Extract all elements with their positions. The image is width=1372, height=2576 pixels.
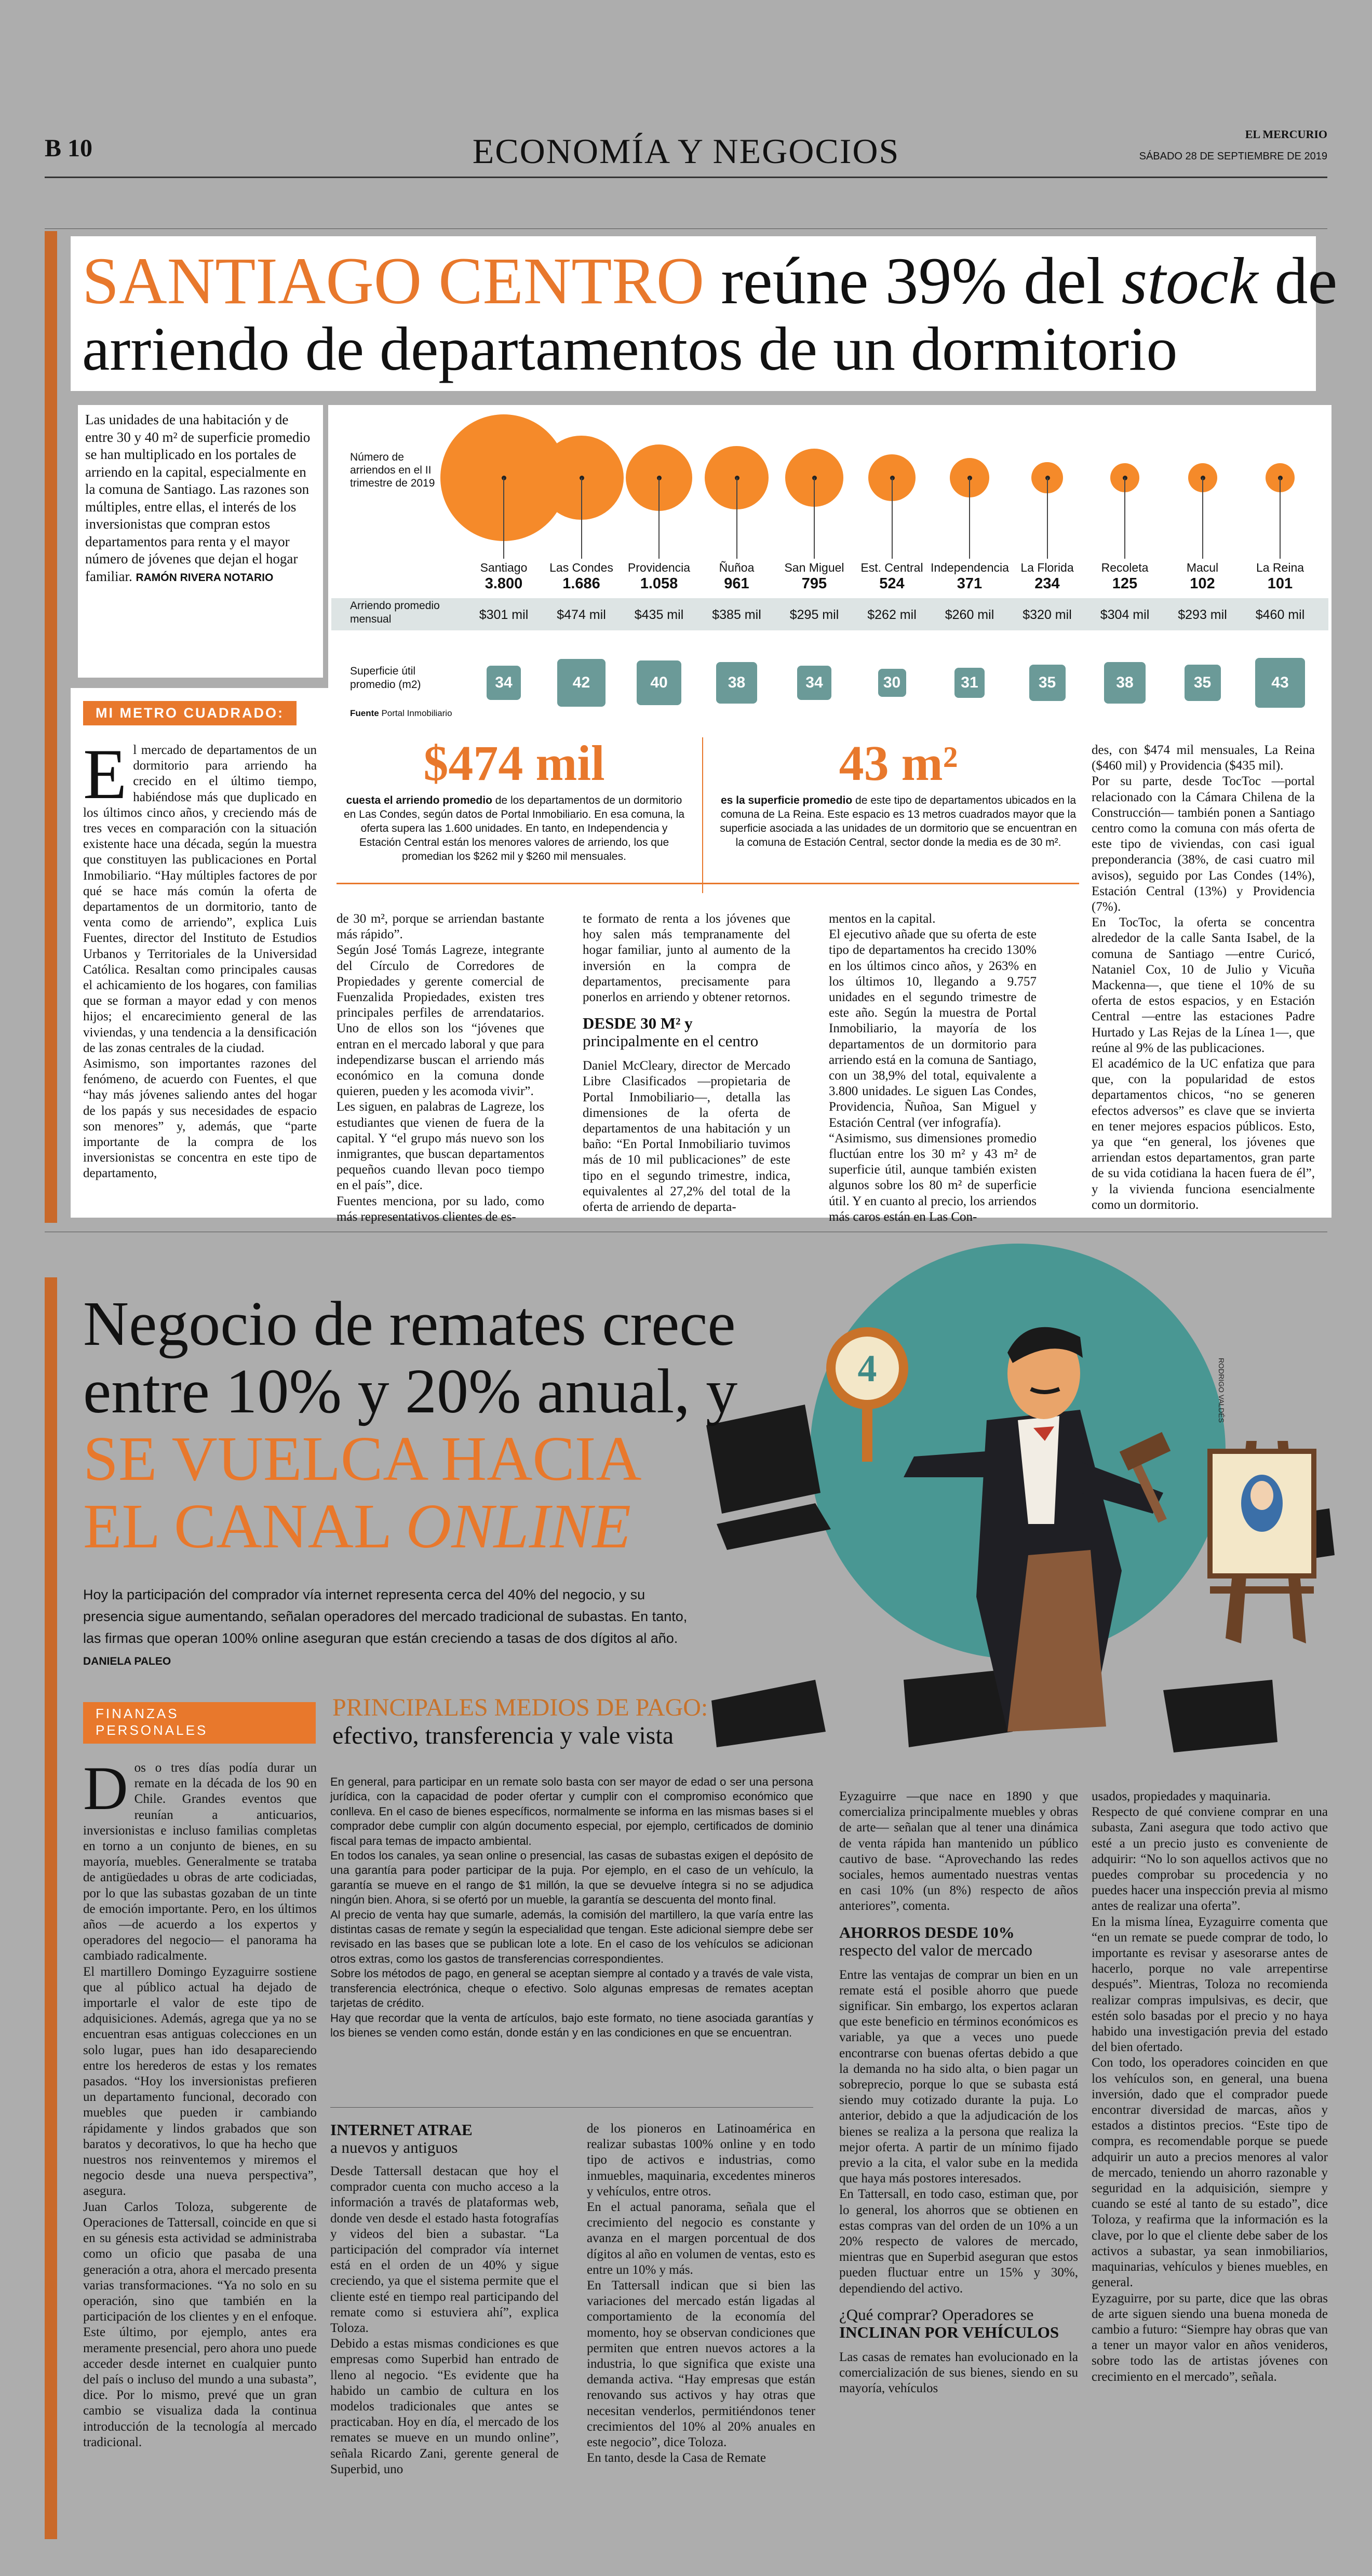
article2-lead: Hoy la participación del comprador vía internet representa cerca del 40% del negocio, y su presencia sigue aumentando, señalan operadores del mercado tradicional de subastas. En tanto, las firmas que operan 100% online aseguran que están creciendo a tasas de dos dígitos al año. DANIELA PALEO xyxy=(83,1587,688,1667)
issue-date: SÁBADO 28 DE SEPTIEMBRE DE 2019 xyxy=(1139,151,1327,162)
commune-rent: $385 mil xyxy=(712,608,761,622)
article2-column-4: Eyzaguirre —que nace en 1890 y que comercializa principalmente muebles y obras de arte— señalan que al tener una dinámica de venta rápida han mantenido un público cautivo de base. “Aprovechando las redes sociales, hemos aumentado nuestras ventas en casi 10% (un 8%) respecto de años anteriores”, comenta. AHORROS DESDE 10% respecto del valor de mercado Entre las ventajas de comprar un bien en un remate está el posible ahorro que puede significar. Sin embargo, los expertos aclaran que este beneficio en términos económicos es variable, ya que a veces uno puede encontrarse con buenas ofertas debido a que la demanda no ha sido alta, o bien pagar un sobreprecio, porque lo que se subasta está siendo muy cotizado durante la puja. Lo anterior, debido a que la adjudicación de los bienes se realiza a la persona que realiza la mejor oferta. A partir de un mínimo fijado previo a la cita, el valor sube en la medida que haya más postores interesados. En Tattersall, en todo caso, estiman que, por lo general, los ahorros que se obtienen en estas compras van del orden de un 10% a un 20% respecto de valores de mercado, mientras que en Superbid aseguran que estos pueden fluctuar entre un 15% y 30%, dependiendo del activo. ¿Qué comprar? Operadores se INCLINAN POR VEHÍCULOS Las casas de remates han evolucionado en la comercialización de sus bienes, siendo en su mayoría, vehículos xyxy=(839,1789,1078,2396)
commune-rent: $435 mil xyxy=(634,608,684,622)
commune-size-box: 42 xyxy=(557,659,605,707)
article1-column-2: de 30 m², porque se arriendan bastante más rápido”. Según José Tomás Lagreze, integrante del Círculo de Corredores de Propiedades y gerente comercial de Fuenzalida Propiedades, existen tres principales perfiles de arrendatarios. Uno de ellos son los “jóvenes que entran en el mercado laboral y que para independizarse buscan el arriendo más económico en la comuna donde quieren, pueden y les acomoda vivir”. Les siguen, en palabras de Lagreze, los estudiantes que vienen de fuera de la capital. Y “el grupo más nuevo son los inmigrantes, que buscan departamentos pequeños cuando llevan poco tiempo en el país”, dice. Fuentes menciona, por su lado, como más representativos clientes de es- xyxy=(337,912,544,1224)
bubble-stem xyxy=(814,478,815,559)
commune-count: 795 xyxy=(801,575,827,592)
commune-count: 1.058 xyxy=(640,575,678,592)
commune-size-box: 34 xyxy=(487,666,521,700)
article1-lead: Las unidades de una habitación y de entre 30 y 40 m² de superficie promedio se han multiplicado en los portales de arriendo en la capital, especialmente en la comuna de Santiago. Las razones son múltiples, entre ellas, el interés de los inversionistas que compran estos departamentos para renta y el mayor número de jóvenes que dejan el hogar familiar. RAMÓN RIVERA NOTARIO xyxy=(85,412,311,584)
commune-size-box: 35 xyxy=(1029,665,1066,701)
commune-count: 961 xyxy=(724,575,749,592)
commune-rent: $301 mil xyxy=(479,608,529,622)
commune-name: Independencia xyxy=(931,561,1009,574)
article1-headline-line2: arriendo de departamentos de un dormitorio xyxy=(82,314,1178,383)
bubble-stem xyxy=(503,478,504,559)
bubble-chart xyxy=(328,405,1331,727)
commune-count: 524 xyxy=(879,575,905,592)
infographic xyxy=(328,405,1331,727)
page-number: B 10 xyxy=(45,134,93,162)
commune-count: 125 xyxy=(1112,575,1138,592)
commune-name: Recoleta xyxy=(1101,561,1149,574)
svg-text:4: 4 xyxy=(857,1347,877,1390)
bubble-stem xyxy=(1124,478,1125,559)
commune-count: 102 xyxy=(1190,575,1215,592)
sidebox-text: En general, para participar en un remate solo basta con ser mayor de edad o ser una persona jurídica, con la capacidad de poder ofertar y cumplir con el compromiso económico que conlleva. En el caso de bienes específicos, normalmente se informa en las mismas bases si el comprador debe cumplir con algún documento especial, por ejemplo, certificados de dominio fiscal para temas de impacto ambiental. En todos los canales, ya sean online o presencial, las casas de subastas exigen el depósito de una garantía para poder participar de la puja. Por ejemplo, en el caso de un vehículo, la garantía se mueve en el rango de $1 millón, la que se devuelve íntegra si no se adjudica ningún bien. Ahora, si se ofertó por un mueble, la garantía se descuenta del monto final. Al precio de venta hay que sumarle, además, la comisión del martillero, la que varía entre las distintas casas de remate y según la especialidad que tengan. Este adicional siempre debe ser revisado en las bases que se publican lote a lote. En el caso de los vehículos se adicionan otros extras, como los gastos de transferencias correspondientes. Sobre los métodos de pago, en general se aceptan siempre al contado y a través de vale vista, transferencia electrónica, cheque o efectivo. Solo algunas empresas de remates aceptan tarjetas de crédito. Hay que recordar que la venta de artículos, bajo este formato, no tiene asociada garantías y los bienes se venden como están, donde están y en las condiciones en que se encuentran. xyxy=(330,1775,813,2039)
commune-count: 3.800 xyxy=(485,575,523,592)
commune-rent: $293 mil xyxy=(1178,608,1227,622)
article-sidebar xyxy=(45,231,57,1223)
commune-count: 371 xyxy=(957,575,983,592)
commune-name: Providencia xyxy=(627,561,691,574)
commune-rent: $262 mil xyxy=(867,608,917,622)
article2-column-5: usados, propiedades y maquinaria. Respecto de qué conviene comprar en una subasta, Zani asegura que todo activo que esté a un precio justo es conveniente de adquirir: “No lo son aquellos activos que no puedes comprobar su procedencia y no puedes hacer una inspección previa al mismo antes de realizar una oferta”. En la misma línea, Eyzaguirre comenta que “en un remate se puede comprar de todo, lo importante es revisar y asesorarse antes de hacerlo, porque no vale arrepentirse después”. Mientras, Toloza no recomienda realizar compras impulsivas, es decir, que estén solo basadas por el precio y no haya habido una investigación previa del estado del bien ofertado. Con todo, los operadores coinciden en que los vehículos son, en general, una buena inversión, dado que el comprador puede encontrar diversidad de marcas, años y estados a distintos precios. “Este tipo de compra, es recomendable porque se puede adquirir un auto a precios menores al valor de mercado, teniendo un ahorro razonable y seguridad en la adquisición, siempre y cuando se esté al tanto de su estado”, dice Toloza, y reafirma que la información es la clave, por lo que el cliente debe saber de los activos a subastar, ya sean inmobiliarios, maquinarias, vehículos y bienes muebles, en general. Eyzaguirre, por su parte, dice que las obras de arte siguen siendo una buena moneda de cambio a futuro: “Siempre hay obras que van a tener un mayor valor en años venideros, sobre todo las de artistas jóvenes con crecimiento en el mercado”, señala. xyxy=(1092,1789,1328,2384)
auctioneer-illustration-svg xyxy=(696,1233,1340,1784)
article2-column-3: de los pioneros en Latinoamérica en realizar subastas 100% online y en todo tipo de activos e industrias, como inmuebles, maquinaria, excedentes mineros y vehículos, entre otros. En el actual panorama, señala que el crecimiento del negocio es constante y avanza en el margen porcentual de dos dígitos al año en volumen de ventas, esto es entre un 10% y más. En Tattersall indican que si bien las variaciones del mercado están ligadas al comportamiento de la economía del momento, hoy se observan condiciones que permiten que entren nuevos actores a la industria, lo que significa que existe una demanda activa. “Hay empresas que están renovando sus activos y hay otras que necesitan venderlos, permitiéndonos tener crecimientos del 10% al 20% anuales en este negocio”, dice Toloza. En tanto, desde la Casa de Remate xyxy=(587,2122,815,2465)
stat1-value: $474 mil xyxy=(423,735,605,791)
lead-box xyxy=(78,405,323,678)
bubble-stem xyxy=(892,478,893,559)
sidebox-rule xyxy=(330,2107,813,2108)
commune-size-box: 30 xyxy=(878,669,906,697)
article2-headline: Negocio de remates crece entre 10% y 20% anual, y SE VUELCA HACIA EL CANAL ONLINE xyxy=(83,1289,738,1561)
commune-size-box: 31 xyxy=(954,668,984,697)
article2-sidebar xyxy=(45,1277,57,2539)
bubble-stem xyxy=(1047,478,1048,559)
commune-rent: $460 mil xyxy=(1255,608,1305,622)
stat1-text: cuesta el arriendo promedio de los departamentos de un dormitorio en Las Condes, según datos de Portal Inmobiliario. En esa comuna, la oferta supera las 1.600 unidades. En tanto, en Independencia y Estación Central están los menores valores de arriendo, los que promedian los $262 mil y $260 mil mensuales. xyxy=(343,794,685,862)
commune-name: San Miguel xyxy=(784,561,844,574)
commune-rent: $320 mil xyxy=(1023,608,1072,622)
headline-panel xyxy=(71,236,1338,391)
commune-size-box: 40 xyxy=(637,660,681,705)
commune-rent: $260 mil xyxy=(945,608,994,622)
article1-column-3: te formato de renta a los jóvenes que hoy salen más tempranamente del hogar familiar, junto al aumento de la inversión en la compra de departamentos, precisamente para ponerlos en arriendo y obtener retornos. DESDE 30 M² y principalmente en el centro Daniel McCleary, director de Mercado Libre Clasificados —propietaria de Portal Inmobiliario—, detalla las dimensiones de la oferta de departamentos de una habitación y un baño: “En Portal Inmobiliario tuvimos más de 10 mil publicaciones” de este tipo en el segundo trimestre, indica, equivalentes al 27,2% del total de la oferta de arriendo de departa- xyxy=(583,912,790,1215)
sidebox-title: PRINCIPALES MEDIOS DE PAGO: efectivo, transferencia y vale vista xyxy=(332,1694,708,1749)
infographic-label-rent: Arriendo promedio mensual xyxy=(350,600,440,625)
article1-column-4: mentos en la capital. El ejecutivo añade que su oferta de este tipo de departamentos ha crecido 130% en los últimos cinco años, y 263% en los últimos 10, llegando a 9.757 unidades en el segundo trimestre de este año. Según la muestra de Portal Inmobiliario, la mayoría de los departamentos de un dormitorio para arriendo está en la comuna de Santiago, con un 38,9% del total, equivalente a 3.800 unidades. Le siguen Las Condes, Providencia, Ñuñoa, San Miguel y Estación Central (ver infografía). “Asimismo, sus dimensiones promedio fluctúan entre los 30 m² y 43 m² de superficie útil, aunque también existen algunos sobre los 80 m² de superficie útil. Y en cuanto al precio, los arriendos más caros están en Las Con- xyxy=(829,912,1037,1224)
commune-size-box: 34 xyxy=(797,666,832,700)
article2-column-1: Dos o tres días podía durar un remate en la década de los 90 en Chile. Grandes eventos que reunían a anticuarios, inversionistas e incluso familias completas en torno a un conjunto de bienes, en su mayoría, muebles. Generalmente se trataba de antigüedades u obras de arte codiciadas, por lo que las subastas gozaban de un tinte de emoción importante. Pero, en los últimos años —de acuerdo a los expertos y operadores del negocio— el panorama ha cambiado radicalmente. El martillero Domingo Eyzaguirre sostiene que al público actual ha dejado de importarle el valor de este tipo de adquisiciones. Además, agrega que ya no se encuentran esas antiguas colecciones en un solo lugar, pues han ido desapareciendo entre los herederos de estas y los remates pasados. “Hoy los inversionistas prefieren un departamento funcional, decorado con muebles que pueden ir cambiando rápidamente y lindos grabados que son baratos y decorativos, lo que ha hecho que nuestros nos reinventemos y miremos el negocio desde una nueva perspectiva”, asegura. Juan Carlos Toloza, subgerente de Operaciones de Tattersall, coincide en que si en su génesis esta actividad se administraba como un oficio que pasaba de una generación a otra, ahora el mercado presenta varias transformaciones. “Ya no solo en su operación, sino que también en la participación de los clientes y en el enfoque. Este último, por ejemplo, antes era meramente presencial, pero ahora uno puede acceder desde internet en cualquier punto del país o incluso del mundo a una subasta”, dice. Por lo mismo, prevé que un gran cambio se visualiza dada la continua introducción de la tecnología al mercado tradicional. xyxy=(83,1754,317,2449)
auction-illustration xyxy=(696,1233,1340,1784)
section-tag-finanzas: FINANZAS PERSONALES xyxy=(83,1702,316,1744)
commune-name: La Florida xyxy=(1020,561,1074,574)
bubble-stem xyxy=(581,478,582,559)
bubble-stem xyxy=(969,478,970,559)
commune-name: Macul xyxy=(1186,561,1219,574)
commune-name: Santiago xyxy=(480,561,528,574)
commune-count: 1.686 xyxy=(562,575,600,592)
commune-count: 234 xyxy=(1034,575,1060,592)
stat-rule xyxy=(337,883,1079,884)
commune-rent: $295 mil xyxy=(789,608,839,622)
commune-size-box: 38 xyxy=(716,662,758,704)
article1-column-5: des, con $474 mil mensuales, La Reina ($460 mil) y Providencia ($435 mil). Por su parte, desde TocToc —portal relacionado con la Cámara Chilena de la Construcción— también ponen a Santiago centro como la comuna con más oferta de este tipo de viviendas, con casi igual preponderancia (38%, de casi cuatro mil avisos), seguido por Las Condes (14%), Estación Central (13%) y Providencia (7%). En TocToc, la oferta se concentra alrededor de la calle Santa Isabel, de la comuna de Santiago —entre Curicó, Nataniel Cox, 10 de Julio y Vicuña Mackenna—, que tiene el 10% de su oferta de estos espacios, y en Estación Central —entre las estaciones Padre Hurtado y Las Rejas de la Línea 1—, que reúne al 9% de las publicaciones. El académico de la UC enfatiza que para que, con la popularidad de estos departamentos chicos, “no se generen efectos adversos” es clave que se invierta en tener mejores espacios públicos. Esto, ya que “en general, los jóvenes que arriendan estos departamentos, gran parte de su vida cotidiana la hacen fuera de él”, y la vivienda funciona esencialmente como un dormitorio. xyxy=(1092,743,1315,1212)
commune-name: La Reina xyxy=(1256,561,1304,574)
commune-size-box: 43 xyxy=(1255,658,1305,708)
infographic-source: Fuente Portal Inmobiliario xyxy=(350,708,452,718)
commune-rent: $474 mil xyxy=(557,608,606,622)
article2-column-2: INTERNET ATRAE a nuevos y antiguos Desde Tattersall destacan que hoy el comprador cuenta con mucho acceso a la información a través de plataformas web, donde ven desde el estado hasta fotografías y videos del bien a subastar. “La participación del comprador vía internet está en el orden de un 40% y sigue creciendo, ya que el sistema permite que el cliente esté en tiempo real participando del remate como si estuviera ahí”, explica Toloza. Debido a estas mismas condiciones es que empresas como Superbid han entrado de lleno al negocio. “Es evidente que ha habido un cambio de cultura en los modelos tradicionales que antes se practicaban. Hoy en día, el mercado de los remates se mueve en un mundo online”, señala Ricardo Zani, gerente general de Superbid, uno xyxy=(330,2121,559,2476)
illustration-credit: RODRIGO VALDÉS xyxy=(1217,1358,1226,1423)
commune-count: 101 xyxy=(1267,575,1293,592)
stat2-value: 43 m² xyxy=(839,735,958,791)
header-rule xyxy=(45,177,1327,178)
article1-headline-line1: SANTIAGO CENTRO reúne 39% del stock de xyxy=(82,244,1338,318)
section-title: ECONOMÍA Y NEGOCIOS xyxy=(472,131,900,171)
bubble-stem xyxy=(658,478,660,559)
divider xyxy=(45,228,1327,229)
commune-size-box: 38 xyxy=(1104,662,1146,704)
commune-name: Est. Central xyxy=(860,561,923,574)
commune-name: Las Condes xyxy=(549,561,613,574)
bubble-stem xyxy=(1202,478,1203,559)
section-tag: MI METRO CUADRADO: xyxy=(83,701,297,725)
infographic-label-count: Número de arriendos en el II trimestre de 2019 xyxy=(350,451,435,489)
commune-size-box: 35 xyxy=(1185,665,1221,701)
newspaper-name: EL MERCURIO xyxy=(1245,128,1327,141)
commune-rent: $304 mil xyxy=(1100,608,1150,622)
stat-divider xyxy=(702,737,703,893)
article1-column-1: El mercado de departamentos de un dormitorio para arriendo ha crecido en el último tiempo, habiéndose más que duplicado en los últimos cinco años, y creciendo más de tres veces en comparación con la situación existente hace una década, según la muestra que constituyen las publicaciones en Portal Inmobiliario. “Hay múltiples factores de por qué se hace más común la oferta de departamentos de un dormitorio, tanto de venta como de arriendo”, explica Luis Fuentes, director del Instituto de Estudios Urbanos y Territoriales de la Universidad Católica. Resaltan como principales causas el achicamiento de los hogares, con familias que se forman a mayor edad y con menos hijos; el encarecimiento general de las viviendas, y una tendencia a la densificación de las zonas centrales de la ciudad. Asimismo, son importantes razones del fenómeno, de acuerdo con Fuentes, el que “hay más jóvenes saliendo antes del hogar de los papás y sus necesidades de espacio son menores” y, además, que “parte importante de la compra de los inversionistas se concentra en este tipo de departamento, xyxy=(83,734,317,1181)
bubble-stem xyxy=(1280,478,1281,559)
commune-name: Ñuñoa xyxy=(719,561,755,574)
bubble-stem xyxy=(736,478,737,559)
stat2-text: es la superficie promedio de este tipo de departamentos ubicados en la comuna de La Reina. Este espacio es 13 metros cuadrados mayor que la superficie asociada a las unidades de un dormitorio que se encuentran en la comuna de Estación Central, sector donde la media es de 30 m². xyxy=(720,794,1077,848)
infographic-label-size: Superficie útil promedio (m2) xyxy=(350,665,421,691)
